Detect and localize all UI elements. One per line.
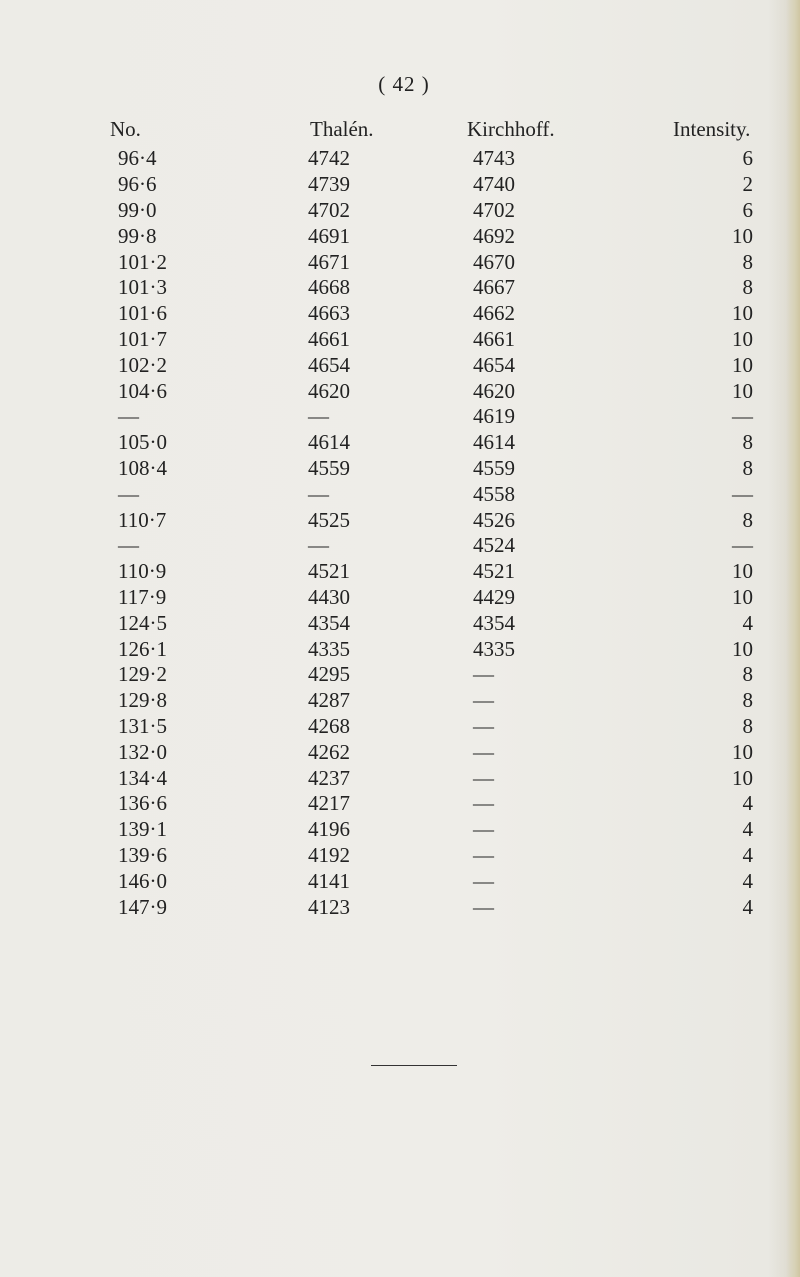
cell-intensity: — [732,481,753,506]
cell-intensity: 4 [742,868,753,893]
cell-thalen: 4702 [308,197,350,222]
cell-kirchhoff: 4670 [473,249,515,274]
cell-thalen: 4217 [308,791,350,816]
cell-no: — [118,533,139,558]
cell-kirchhoff: 4662 [473,301,515,326]
cell-thalen: 4521 [308,559,350,584]
cell-thalen: 4237 [308,765,350,790]
cell-kirchhoff: — [473,791,494,816]
cell-no: 139·6 [118,842,167,867]
table-row [100,714,793,740]
cell-thalen: 4268 [308,713,350,738]
cell-intensity: 8 [742,713,753,738]
cell-kirchhoff: — [473,868,494,893]
cell-kirchhoff: 4667 [473,275,515,300]
cell-no: 126·1 [118,636,167,661]
cell-no: 99·0 [118,197,157,222]
table-row [100,817,793,843]
cell-no: 129·8 [118,688,167,713]
cell-thalen: 4335 [308,636,350,661]
table-row [100,327,793,353]
cell-intensity: 6 [742,146,753,171]
cell-kirchhoff: 4692 [473,223,515,248]
cell-no: 108·4 [118,455,167,480]
cell-thalen: 4525 [308,507,350,532]
cell-intensity: 8 [742,249,753,274]
header-kirchhoff: Kirchhoff. [467,116,555,141]
table-row [100,301,793,327]
table-row [100,636,793,662]
cell-intensity: 10 [732,301,753,326]
cell-intensity: 10 [732,352,753,377]
cell-no: 117·9 [118,584,167,609]
cell-intensity: 8 [742,430,753,455]
cell-no: 110·9 [118,559,167,584]
table-row [100,868,793,894]
cell-intensity: 2 [742,172,753,197]
table-row [100,585,793,611]
spectral-lines-table [100,112,793,920]
cell-intensity: 10 [732,326,753,351]
cell-thalen: 4654 [308,352,350,377]
cell-no: 101·7 [118,326,167,351]
cell-intensity: 8 [742,455,753,480]
table-header-row [100,112,793,146]
cell-kirchhoff: — [473,842,494,867]
cell-no: 147·9 [118,894,167,919]
cell-intensity: 10 [732,636,753,661]
header-thalen: Thalén. [310,116,374,141]
table-row [100,662,793,688]
cell-no: 96·6 [118,172,157,197]
cell-thalen: 4691 [308,223,350,248]
cell-no: 105·0 [118,430,167,455]
cell-intensity: — [732,533,753,558]
cell-thalen: 4430 [308,584,350,609]
cell-no: 104·6 [118,378,167,403]
cell-kirchhoff: 4524 [473,533,515,558]
cell-no: 134·4 [118,765,167,790]
cell-intensity: 4 [742,817,753,842]
cell-no: 136·6 [118,791,167,816]
cell-kirchhoff: 4619 [473,404,515,429]
table-body [100,146,793,920]
table-row [100,507,793,533]
cell-no: 131·5 [118,713,167,738]
cell-thalen: — [308,533,329,558]
cell-thalen: 4559 [308,455,350,480]
cell-intensity: 10 [732,378,753,403]
cell-kirchhoff: — [473,739,494,764]
cell-no: 146·0 [118,868,167,893]
cell-intensity: 4 [742,894,753,919]
cell-intensity: 10 [732,223,753,248]
cell-intensity: 10 [732,559,753,584]
table-row [100,198,793,224]
cell-kirchhoff: 4740 [473,172,515,197]
cell-kirchhoff: — [473,688,494,713]
cell-thalen: 4742 [308,146,350,171]
cell-kirchhoff: 4429 [473,584,515,609]
cell-kirchhoff: 4558 [473,481,515,506]
cell-thalen: — [308,404,329,429]
cell-kirchhoff: — [473,894,494,919]
cell-thalen: 4614 [308,430,350,455]
cell-thalen: 4739 [308,172,350,197]
table-row [100,249,793,275]
header-intensity: Intensity. [673,116,751,141]
cell-no: 101·6 [118,301,167,326]
cell-intensity: 4 [742,610,753,635]
cell-thalen: 4196 [308,817,350,842]
cell-intensity: 6 [742,197,753,222]
table-row [100,481,793,507]
table-row [100,146,793,172]
cell-intensity: 8 [742,688,753,713]
cell-no: 96·4 [118,146,157,171]
cell-thalen: 4668 [308,275,350,300]
cell-kirchhoff: — [473,662,494,687]
cell-intensity: 8 [742,275,753,300]
cell-intensity: 8 [742,507,753,532]
header-no: No. [110,116,141,141]
table-row [100,765,793,791]
cell-kirchhoff: 4620 [473,378,515,403]
cell-intensity: — [732,404,753,429]
cell-thalen: 4262 [308,739,350,764]
table-row [100,688,793,714]
cell-thalen: 4354 [308,610,350,635]
table-row [100,352,793,378]
table-row [100,430,793,456]
cell-kirchhoff: 4354 [473,610,515,635]
cell-kirchhoff: 4654 [473,352,515,377]
table-row [100,404,793,430]
cell-no: 101·3 [118,275,167,300]
cell-no: 124·5 [118,610,167,635]
cell-thalen: 4295 [308,662,350,687]
cell-kirchhoff: 4614 [473,430,515,455]
cell-thalen: 4192 [308,842,350,867]
cell-thalen: 4620 [308,378,350,403]
cell-kirchhoff: 4702 [473,197,515,222]
table-row [100,275,793,301]
cell-thalen: — [308,481,329,506]
cell-no: — [118,404,139,429]
cell-intensity: 4 [742,791,753,816]
cell-kirchhoff: 4526 [473,507,515,532]
table-row [100,456,793,482]
table-row [100,843,793,869]
page-number: ( 42 ) [378,72,430,96]
table-row [100,610,793,636]
cell-kirchhoff: 4661 [473,326,515,351]
cell-thalen: 4141 [308,868,350,893]
cell-no: 101·2 [118,249,167,274]
table-row [100,894,793,920]
table-row [100,739,793,765]
cell-kirchhoff: — [473,817,494,842]
cell-intensity: 10 [732,765,753,790]
cell-kirchhoff: 4743 [473,146,515,171]
cell-thalen: 4671 [308,249,350,274]
cell-thalen: 4287 [308,688,350,713]
cell-thalen: 4661 [308,326,350,351]
cell-kirchhoff: 4559 [473,455,515,480]
cell-no: 99·8 [118,223,157,248]
table-row [100,172,793,198]
cell-no: 110·7 [118,507,167,532]
table-row [100,559,793,585]
table-row [100,791,793,817]
cell-no: 132·0 [118,739,167,764]
table-row [100,378,793,404]
cell-kirchhoff: 4335 [473,636,515,661]
cell-no: 139·1 [118,817,167,842]
cell-intensity: 10 [732,739,753,764]
cell-no: 129·2 [118,662,167,687]
cell-kirchhoff: — [473,713,494,738]
cell-thalen: 4663 [308,301,350,326]
cell-intensity: 8 [742,662,753,687]
cell-no: — [118,481,139,506]
cell-no: 102·2 [118,352,167,377]
table-row [100,533,793,559]
closing-rule [371,1065,457,1066]
cell-kirchhoff: 4521 [473,559,515,584]
cell-kirchhoff: — [473,765,494,790]
cell-thalen: 4123 [308,894,350,919]
cell-intensity: 10 [732,584,753,609]
table-row [100,223,793,249]
cell-intensity: 4 [742,842,753,867]
